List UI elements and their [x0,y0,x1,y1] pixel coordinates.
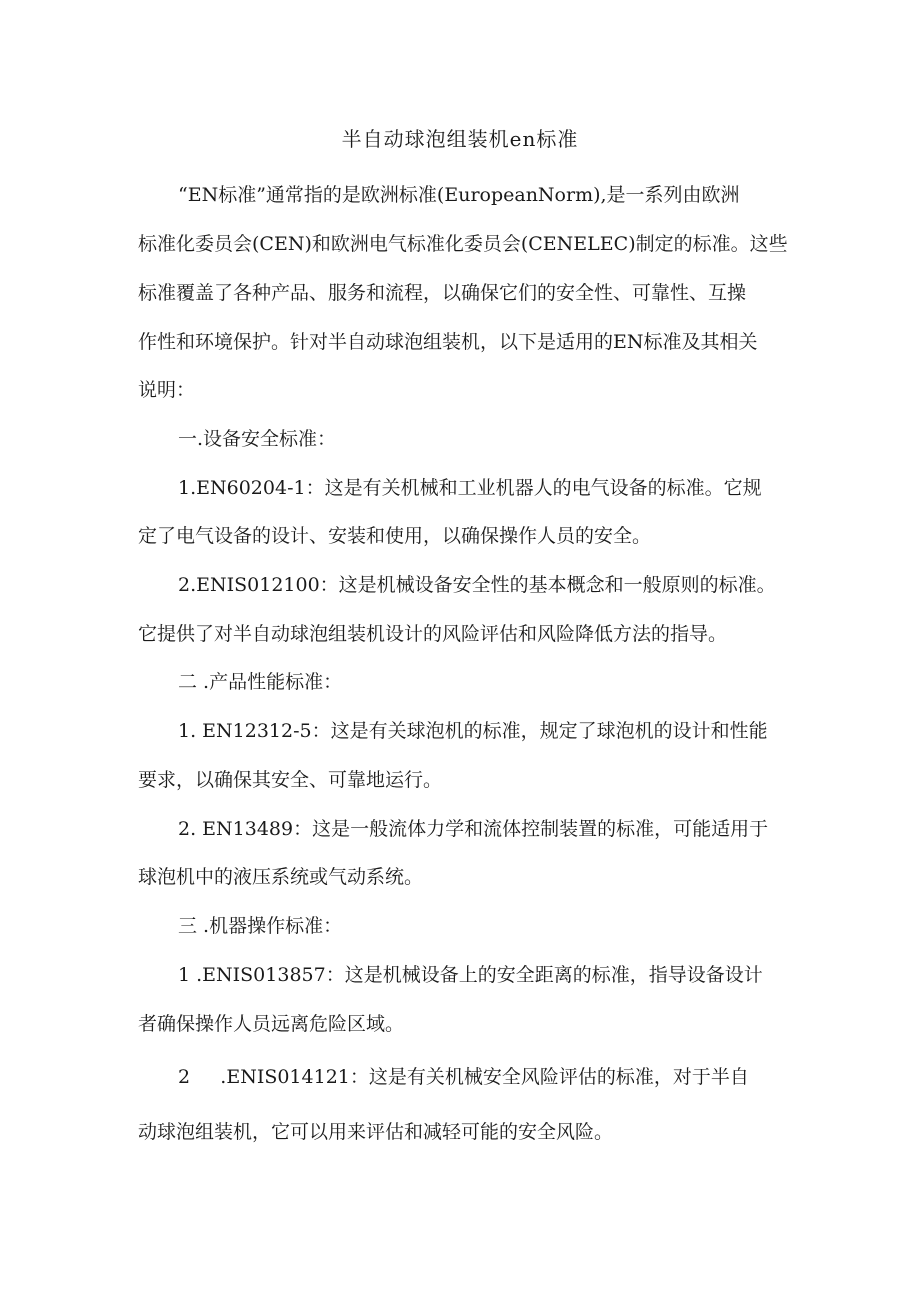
document-title: 半自动球泡组装机en标准 [341,127,579,151]
section-3-item-2-line-2: 动球泡组装机，它可以用来评估和减轻可能的安全风险。 [138,1121,614,1143]
section-2-item-1-line-2: 要求，以确保其安全、可靠地运行。 [138,769,443,791]
intro-line-5: 说明： [138,379,196,401]
section-3-item-2-line-1: 2 .ENIS014121：这是有关机械安全风险评估的标准，对于半自 [178,1066,749,1088]
section-1-item-1-line-1: 1.EN60204-1：这是有关机械和工业机器人的电气设备的标准。它规 [178,477,762,499]
section-2-item-2-line-2: 球泡机中的液压系统或气动系统。 [138,866,424,888]
section-2-heading: 二 .产品性能标准： [178,671,343,693]
intro-line-4: 作性和环境保护。针对半自动球泡组装机，以下是适用的EN标准及其相关 [138,331,758,353]
intro-line-1: “EN标准”通常指的是欧洲标准(EuropeanNorm),是一系列由欧洲 [178,184,740,206]
section-2-item-2-line-1: 2. EN13489：这是一般流体力学和流体控制装置的标准，可能适用于 [178,818,769,840]
section-1-item-1-line-2: 定了电气设备的设计、安装和使用，以确保操作人员的安全。 [138,525,652,547]
intro-line-3: 标准覆盖了各种产品、服务和流程，以确保它们的安全性、可靠性、互操 [138,282,747,304]
section-1-item-2-line-2: 它提供了对半自动球泡组装机设计的风险评估和风险降低方法的指导。 [138,623,728,645]
section-2-item-1-line-1: 1. EN12312-5：这是有关球泡机的标准，规定了球泡机的设计和性能 [178,720,768,742]
intro-line-2: 标准化委员会(CEN)和欧洲电气标准化委员会(CENELEC)制定的标准。这些 [138,233,788,255]
section-3-item-1-line-2: 者确保操作人员远离危险区域。 [138,1013,405,1035]
section-1-heading: 一.设备安全标准： [178,428,337,450]
section-1-item-2-line-1: 2.ENIS012100：这是机械设备安全性的基本概念和一般原则的标准。 [178,574,776,596]
section-3-heading: 三 .机器操作标准： [178,915,343,937]
section-3-item-1-line-1: 1 .ENIS013857：这是机械设备上的安全距离的标准，指导设备设计 [178,964,763,986]
